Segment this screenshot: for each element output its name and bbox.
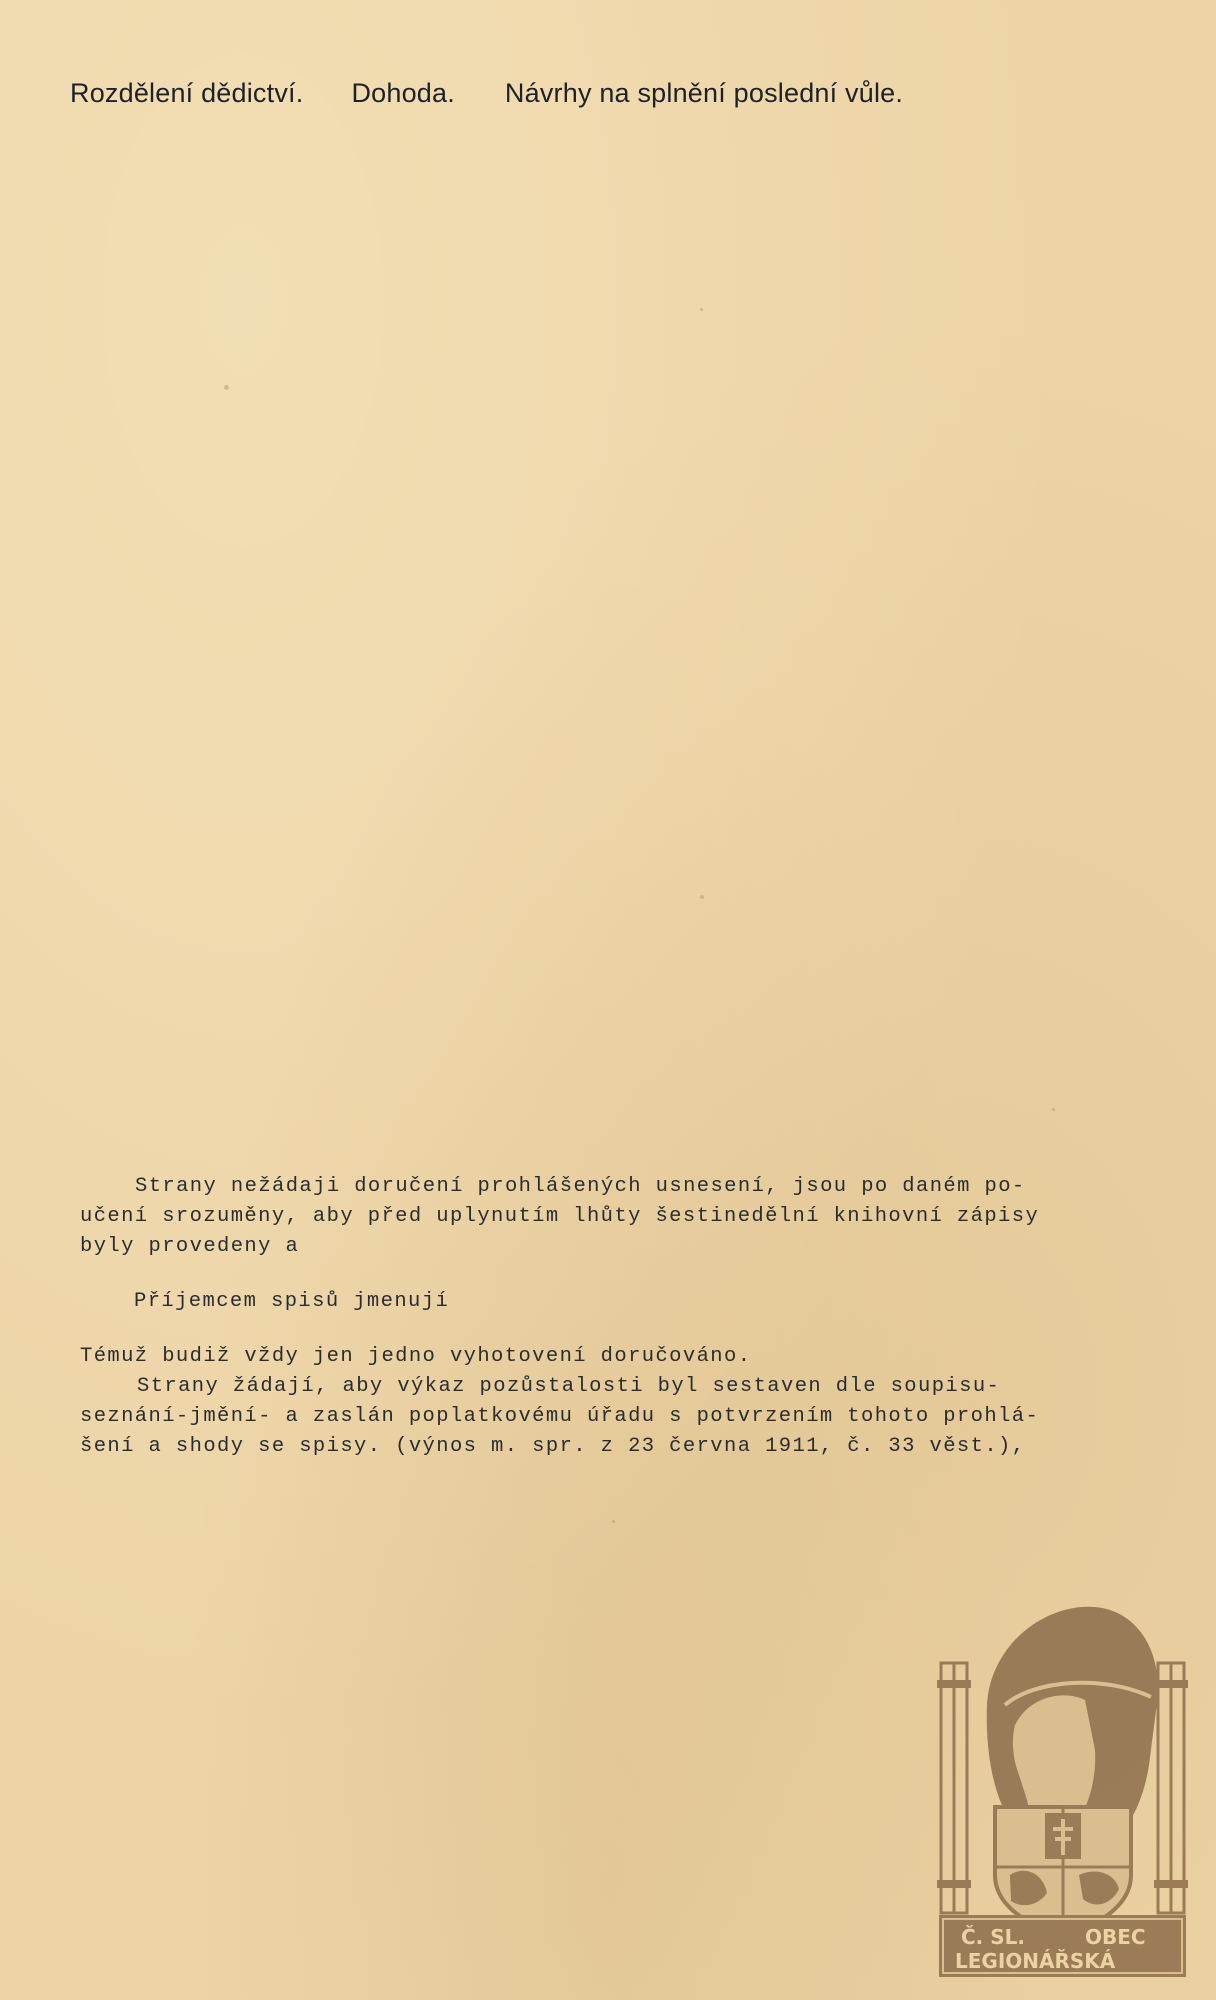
paper-speck: [700, 308, 703, 311]
header-agreement: Dohoda.: [351, 78, 455, 108]
text-line-7: seznání-jmění- a zaslán poplatkovému úřadu s potvrzením tohoto prohlá-: [80, 1405, 1040, 1428]
paper-speck: [224, 385, 229, 390]
text-line-8: šení a shody se spisy. (výnos m. spr. z 23 června 1911, č. 33 věst.),: [80, 1435, 1026, 1458]
text-line-6: Strany žádají, aby výkaz pozůstalosti byl sestaven dle soupisu-: [137, 1375, 1001, 1398]
header-last-will-proposals: Návrhy na splnění poslední vůle.: [504, 78, 904, 108]
stamp-text-3: LEGIONÁŘSKÁ: [955, 1949, 1116, 1973]
paper-speck: [700, 895, 704, 899]
paper-speck: [1052, 1108, 1055, 1111]
text-line-4: Příjemcem spisů jmenují: [134, 1290, 450, 1313]
text-line-5: Témuž budiž vždy jen jedno vyhotovení doručováno.: [80, 1345, 752, 1368]
paper-speck: [612, 1520, 615, 1523]
page-header: [70, 78, 1170, 109]
header-inheritance-division: Rozdělení dědictví.: [70, 78, 304, 108]
stamp-text-2: OBEC: [1085, 1925, 1146, 1949]
text-line-1: Strany nežádaji doručení prohlášených usnesení, jsou po daném po-: [135, 1175, 1026, 1198]
stamp-text-1: Č. SL.: [961, 1925, 1025, 1949]
text-line-2: učení srozuměny, aby před uplynutím lhůty šestinedělní knihovní zápisy: [80, 1205, 1040, 1228]
text-line-3: byly provedeny a: [80, 1235, 300, 1258]
legion-emblem-stamp: [935, 1575, 1190, 1980]
